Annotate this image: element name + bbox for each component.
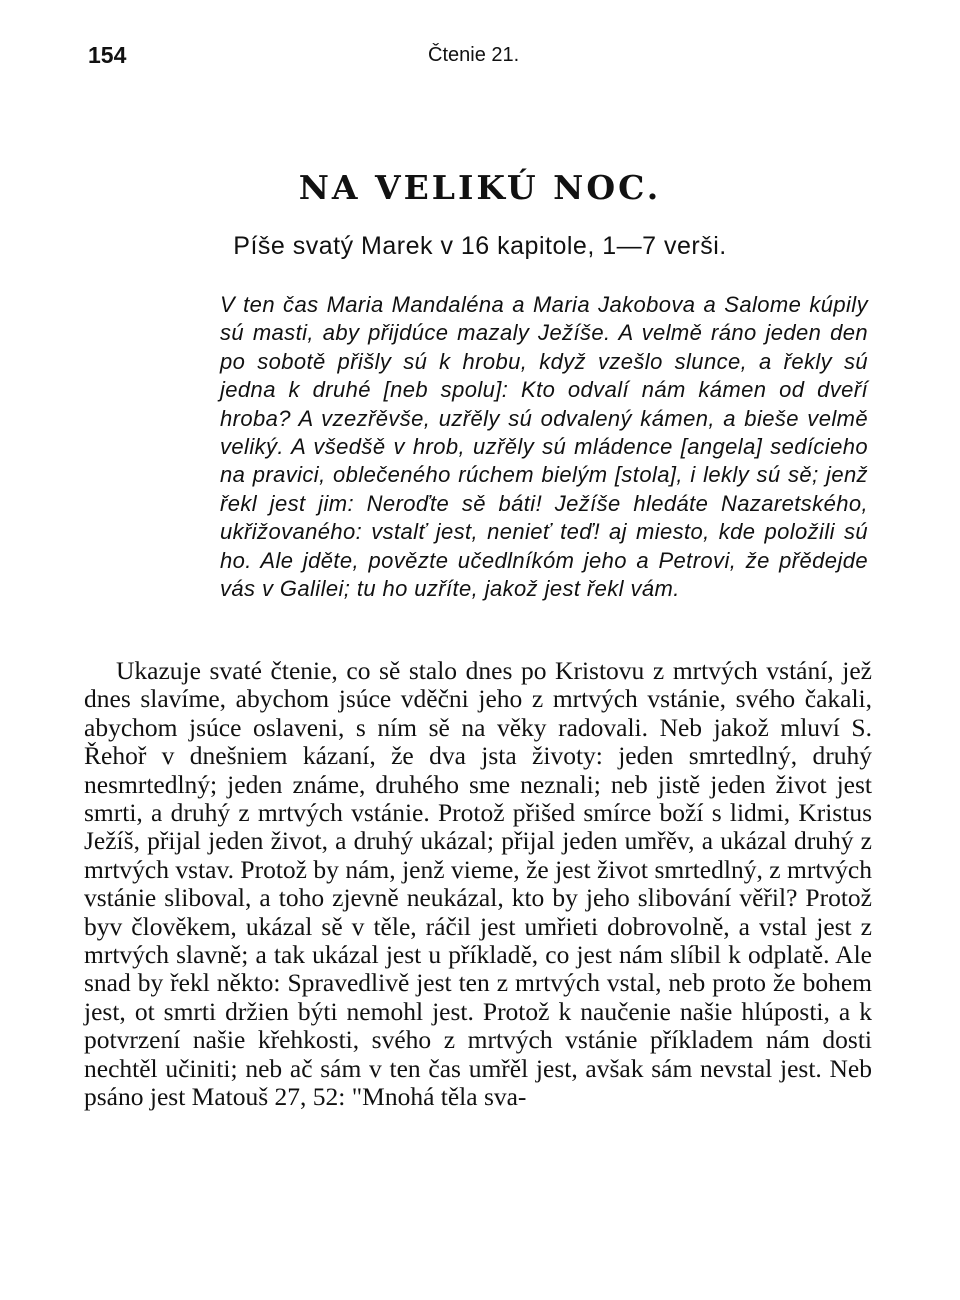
sermon-paragraph: Ukazuje svaté čtenie, co sě stalo dnes po Kristovu z mrtvých vstání, jež dnes slavíme, abychom jsúce vděčni jeho z mrtvých vstánie, svého čakali, abychom jsúce oslaveni, s ním sě na věky radovali. Neb jakož mluví S. Řehoř v dnešniem kázaní, že dva jsta životy: jeden smrtedlný, druhý nesmrtedlný; jeden známe, druhého sme neznali; neb jistě jeden život jest smrti, a druhý z mrtvých vstánie. Protož přišed smírce boží s lidmi, Kristus Ježíš, přijal jeden život, a druhý ukázal; přijal jeden umřěv, a ukázal druhý z mrtvých vstav. Protož by nám, jenž vieme, že jest život smrtedlný, z mrtvých vstánie sliboval, a toho zjevně neukázal, kto by jeho slibování věřil? Protož byv člověkem, ukázal sě v těle, ráčil jest umřieti dobrovolně, a vstal jest z mrtvých slavně; a tak ukázal jest u příkladě, co jest nám slíbil k odplatě. Ale snad by řekl někto: Spravedlivě jest ten z mrtvých vstal, neb proto že bohem jest, ot smrti držien býti nemohl jest. Protož k naučenie našie hlúposti, a k potvrzení našie křehkosti, svého z mrtvých vstánie příkladem nám dosti nechtěl učiniti; neb ač sám v ten čas umřěl jest, avšak sám nevstal jest. Neb psáno jest Matouš 27, 52: "Mnohá těla sva- <box>84 656 872 1112</box>
section-title: NA VELIKÚ NOC. <box>298 168 662 207</box>
page-number: 154 <box>88 42 127 68</box>
gospel-reading: V ten čas Maria Mandaléna a Maria Jakobova a Salome kúpily sú masti, aby přijdúce mazaly Ježíše. A velmě ráno jeden den po sobotě přišly sú k hrobu, když vzešlo slunce, a řekly sú jedna k druhé [neb spolu]: Kto odvalí nám kámen od dveří hroba? A vzezřěvše, uzřěly sú odvalený kámen, a bieše velmě veliký. A všedšě v hrob, uzřěly sú mládence [angela] sedícieho na pravici, oblečeného rúchem bielým [stola], i lekly sú sě; jenž řekl jest jim: Neroďte sě báti! Ježíše hledáte Nazaretského, ukřižovaného: vstalť jest, nenieť teď! aj miesto, kde položili sú ho. Ale jděte, povězte učedlníkóm jeho a Petrovi, že přědejde vás v Galilei; tu ho uzříte, jakož jest řekl vám. <box>220 292 868 602</box>
section-subtitle: Píše svatý Marek v 16 kapitole, 1—7 verši. <box>233 232 727 260</box>
running-head: Čtenie 21. <box>428 44 520 66</box>
